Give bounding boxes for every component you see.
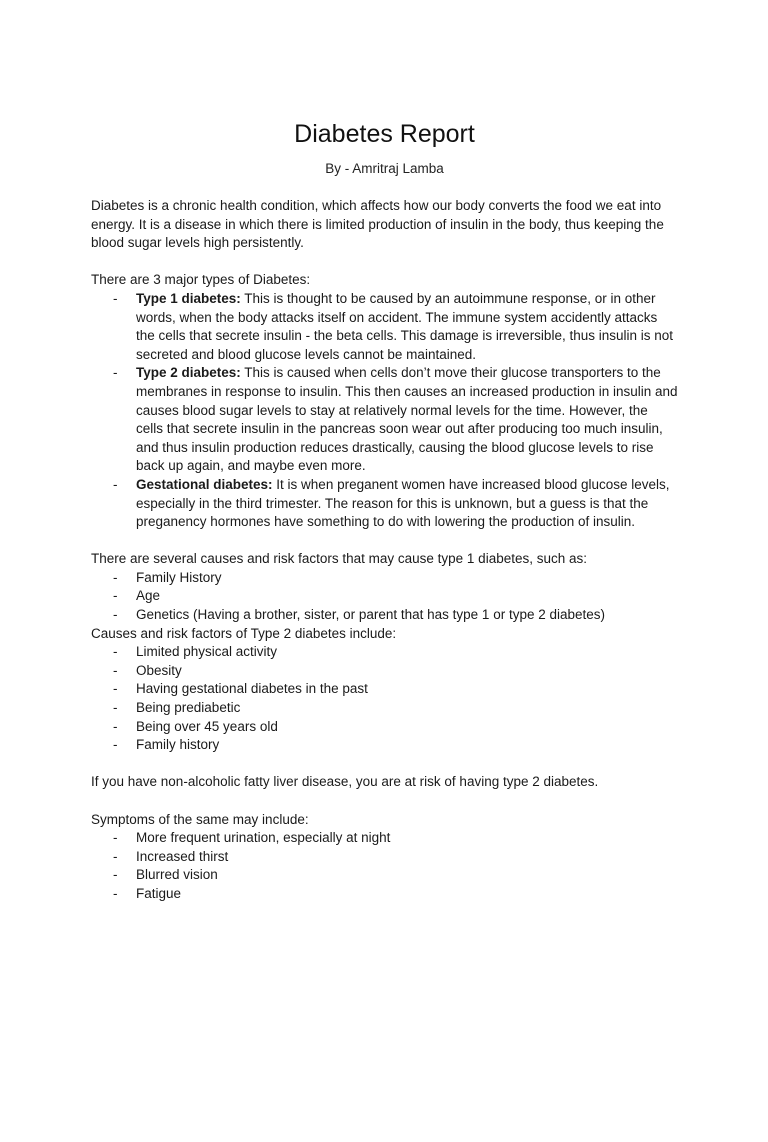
bullet-dash: - (113, 662, 118, 678)
list-item (91, 885, 678, 904)
list-item-text: Having gestational diabetes in the past (136, 681, 368, 697)
list-item-text: Fatigue (136, 885, 182, 901)
type-name: Type 1 diabetes: (136, 290, 241, 306)
bullet-dash: - (113, 588, 118, 604)
bullet-dash: - (113, 290, 118, 306)
spacer (91, 532, 678, 551)
bullet-dash: - (113, 607, 118, 623)
list-item-gestational (91, 476, 678, 532)
list-item (91, 848, 678, 867)
list-item-type-2 (91, 364, 678, 476)
bullet-dash: - (113, 867, 118, 883)
bullet-dash: - (113, 848, 118, 864)
bullet-dash: - (113, 718, 118, 734)
document-page (0, 118, 768, 1142)
list-item-text: Increased thirst (136, 848, 229, 864)
list-item (91, 680, 678, 699)
bullet-dash: - (113, 830, 118, 846)
bullet-dash: - (113, 885, 118, 901)
bullet-dash: - (113, 737, 118, 753)
list-item (91, 587, 678, 606)
type1-causes-list (91, 569, 678, 625)
list-item-text: Obesity (136, 662, 182, 678)
list-item (91, 718, 678, 737)
bullet-dash: - (113, 644, 118, 660)
list-item-type-1 (91, 290, 678, 364)
type-description: This is thought to be caused by an autoimmune response, or in other words, when the body attacks itself on accident. The immune system accidently attacks the cells that secrete insulin - the beta cells. This damage is irreversible, thus insulin is not secreted and blood glucose levels cannot be maintained. (136, 290, 674, 362)
list-item-text: Being prediabetic (136, 700, 241, 716)
list-item (91, 866, 678, 885)
type-description: This is caused when cells don’t move their glucose transporters to the membranes in response to insulin. This then causes an increased production in insulin and causes blood sugar levels to stay at relatively normal levels for the time. However, the cells that secrete insulin in the pancreas soon wear out after producing too much insulin, and thus insulin production reduces drastically, causing the blood glucose levels to rise back up again, and maybe even more. (136, 365, 678, 474)
symptoms-list (91, 829, 678, 903)
list-item-text: Limited physical activity (136, 644, 278, 660)
symptoms-heading: Symptoms of the same may include: (91, 811, 309, 827)
list-item-text: Family History (136, 569, 222, 585)
bullet-dash: - (113, 569, 118, 585)
type2-causes-heading: Causes and risk factors of Type 2 diabetes include: (91, 625, 397, 641)
list-item-text: More frequent urination, especially at night (136, 830, 391, 846)
type-description: It is when preganent women have increased blood glucose levels, especially in the third trimester. The reason for this is unknown, but a guess is that the preganency hormones have something to do with lowering the production of insulin. (136, 476, 670, 530)
document-title: Diabetes Report (294, 120, 475, 148)
type-name: Type 2 diabetes: (136, 365, 241, 381)
list-item (91, 662, 678, 681)
spacer (91, 792, 678, 811)
type2-causes-list (91, 643, 678, 755)
spacer (91, 253, 678, 272)
author-byline: By - Amritraj Lamba (325, 161, 444, 176)
list-item (91, 606, 678, 625)
type-name: Gestational diabetes: (136, 476, 273, 492)
types-heading: There are 3 major types of Diabetes: (91, 272, 311, 288)
list-item (91, 643, 678, 662)
list-item-text: Age (136, 588, 161, 604)
bullet-dash: - (113, 365, 118, 381)
list-item (91, 829, 678, 848)
bullet-dash: - (113, 476, 118, 492)
intro-paragraph: Diabetes is a chronic health condition, which affects how our body converts the food we eat into energy. It is a disease in which there is limited production of insulin in the body, thus keeping the blood sugar levels high persistently. (91, 198, 664, 251)
list-item (91, 699, 678, 718)
type1-causes-heading: There are several causes and risk factors that may cause type 1 diabetes, such as: (91, 551, 587, 567)
bullet-dash: - (113, 681, 118, 697)
types-list (91, 290, 678, 532)
bullet-dash: - (113, 700, 118, 716)
list-item-text: Blurred vision (136, 867, 218, 883)
spacer (91, 755, 678, 774)
list-item-text: Genetics (Having a brother, sister, or parent that has type 1 or type 2 diabetes) (136, 607, 606, 623)
list-item-text: Family history (136, 737, 220, 753)
liver-note: If you have non-alcoholic fatty liver disease, you are at risk of having type 2 diabetes. (91, 774, 599, 790)
list-item-text: Being over 45 years old (136, 718, 278, 734)
list-item (91, 569, 678, 588)
list-item (91, 736, 678, 755)
